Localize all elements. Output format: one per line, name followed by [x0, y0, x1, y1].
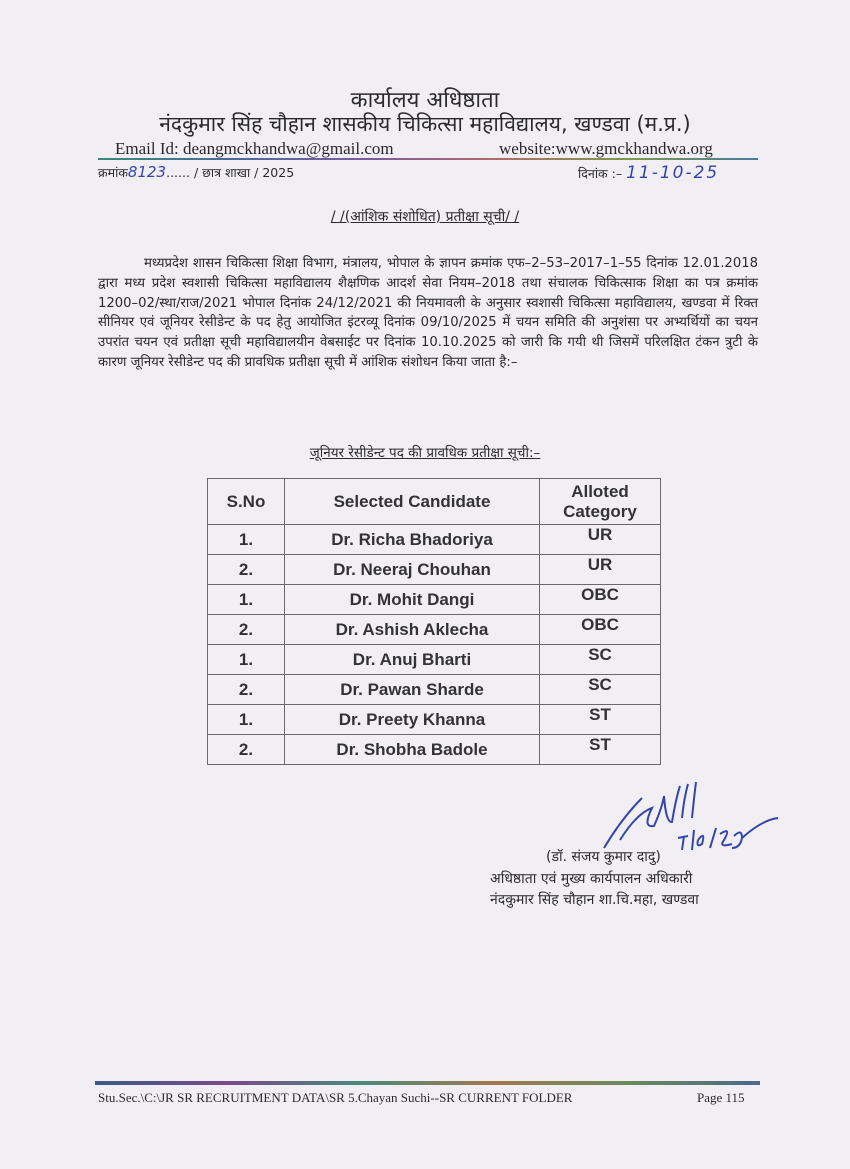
table-row — [208, 615, 661, 645]
reference-suffix: / छात्र शाखा / 2025 — [193, 165, 295, 180]
cell-candidate: Dr. Richa Bhadoriya — [285, 525, 540, 555]
cell-candidate: Dr. Neeraj Chouhan — [285, 555, 540, 585]
signatory-name: (डॉ. संजय कुमार दादु) — [546, 849, 661, 865]
cell-sno: 1. — [208, 525, 285, 555]
cell-category: SC — [540, 645, 661, 675]
issue-date — [578, 163, 719, 183]
signatory-designation: अधिष्ठाता एवं मुख्य कार्यपालन अधिकारी — [490, 871, 693, 887]
table-row — [208, 645, 661, 675]
cell-sno: 2. — [208, 735, 285, 765]
signatory-institution: नंदकुमार सिंह चौहान शा.चि.महा, खण्डवा — [490, 892, 699, 908]
cell-candidate: Dr. Shobha Badole — [285, 735, 540, 765]
cell-category: ST — [540, 735, 661, 765]
date-handwritten: 11-10-25 — [626, 163, 720, 183]
cell-candidate: Dr. Pawan Sharde — [285, 675, 540, 705]
letterhead-divider — [98, 158, 758, 160]
document-heading: / /(आंशिक संशोधित) प्रतीक्षा सूची/ / — [330, 209, 520, 225]
list-subheading: जूनियर रेसीडेन्ट पद की प्रावधिक प्रतीक्षा सूची:– — [309, 445, 541, 461]
cell-candidate: Dr. Anuj Bharti — [285, 645, 540, 675]
cell-category: OBC — [540, 615, 661, 645]
table-header-row — [208, 479, 661, 525]
header-sno: S.No — [208, 479, 285, 525]
cell-category: UR — [540, 525, 661, 555]
header-category: Alloted Category — [540, 479, 661, 525]
website: website:www.gmckhandwa.org — [499, 139, 713, 158]
footer-page-number: Page 115 — [697, 1090, 745, 1105]
cell-category: OBC — [540, 585, 661, 615]
table-row — [208, 675, 661, 705]
cell-candidate: Dr. Ashish Aklecha — [285, 615, 540, 645]
cell-category: SC — [540, 675, 661, 705]
reference-dots: ...... — [166, 165, 190, 180]
cell-sno: 1. — [208, 705, 285, 735]
header-candidate: Selected Candidate — [285, 479, 540, 525]
table-row — [208, 705, 661, 735]
cell-candidate: Dr. Preety Khanna — [285, 705, 540, 735]
cell-sno: 2. — [208, 675, 285, 705]
reference-handwritten-number: 8123 — [127, 163, 167, 181]
signature-icon — [592, 778, 782, 853]
table-row — [208, 585, 661, 615]
office-title: कार्यालय अधिष्ठाता — [350, 88, 500, 113]
waiting-list-table — [207, 478, 661, 765]
body-paragraph: मध्यप्रदेश शासन चिकित्सा शिक्षा विभाग, मंत्रालय, भोपाल के ज्ञापन क्रमांक एफ–2–53–2017–1–55 दिनांक 12.01.2018 द्वारा मध्य प्रदेश स्वशासी चिकित्सा महाविद्यालय शैक्षणिक आदर्श सेवा नियम–2018 तथा संचालक चिकित्साक शिक्षा का पत्र क्रमांक 1200–02/स्था/राज/2021 भोपाल दिनांक 24/12/2021 की नियमावली के अनुसार स्वशासी चिकित्सा महाविद्यालय, खण्डवा में रिक्त सीनियर एवं जूनियर रेसीडेन्ट के पद हेतु आयोजित इंटरव्यू दिनांक 09/10/2025 में चयन समिति की अनुशंसा पर अभ्यर्थियों का चयन उपरांत चयन एवं प्रतीक्षा सूची महाविद्यालयीन वेबसाईट पर दिनांक 10.10.2025 को जारी कि गयी थी जिसमें परिलक्षित टंकन त्रुटी के कारण जूनियर रेसीडेन्ट पद की प्रावधिक प्रतीक्षा सूची में आंशिक संशोधन किया जाता है:– — [98, 256, 758, 370]
cell-sno: 2. — [208, 615, 285, 645]
footer-file-path: Stu.Sec.\C:\JR SR RECRUITMENT DATA\SR 5.Chayan Suchi--SR CURRENT FOLDER — [98, 1090, 573, 1105]
cell-sno: 1. — [208, 585, 285, 615]
cell-category: UR — [540, 555, 661, 585]
cell-sno: 2. — [208, 555, 285, 585]
cell-category: ST — [540, 705, 661, 735]
college-name: नंदकुमार सिंह चौहान शासकीय चिकित्सा महाविद्यालय, खण्डवा (म.प्र.) — [159, 112, 691, 136]
footer-divider — [95, 1081, 760, 1085]
table-row — [208, 525, 661, 555]
reference-number — [98, 163, 294, 181]
cell-sno: 1. — [208, 645, 285, 675]
table-row — [208, 735, 661, 765]
date-label: दिनांक :– — [578, 166, 623, 181]
reference-prefix: क्रमांक — [98, 165, 128, 180]
cell-candidate: Dr. Mohit Dangi — [285, 585, 540, 615]
email-id: Email Id: deangmckhandwa@gmail.com — [115, 139, 394, 158]
table-row — [208, 555, 661, 585]
